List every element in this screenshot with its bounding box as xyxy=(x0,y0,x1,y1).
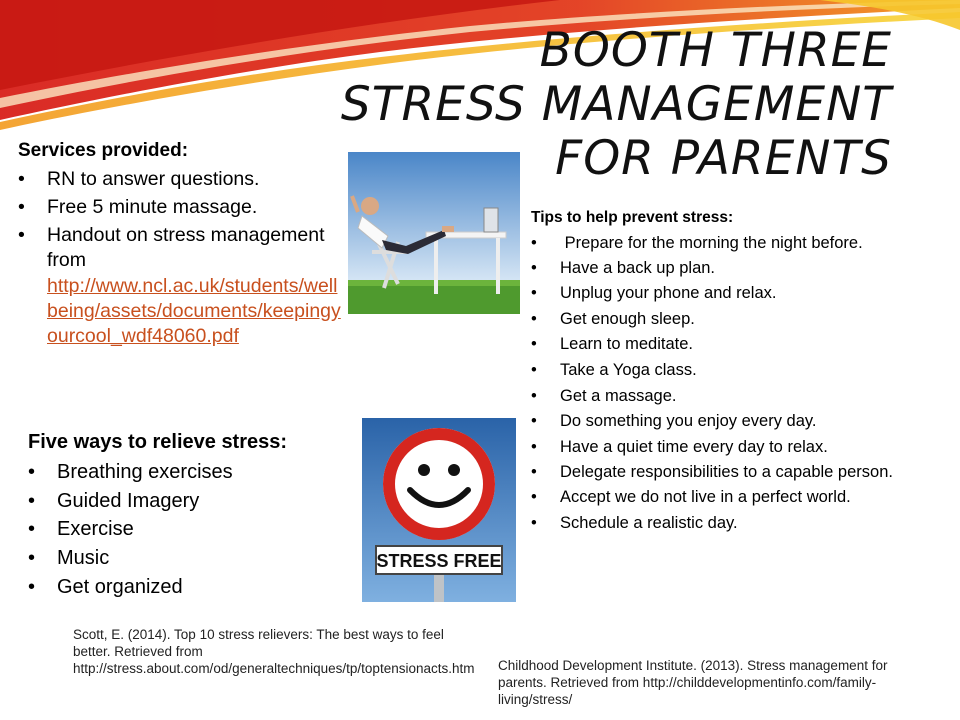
list-item xyxy=(18,223,348,349)
list-item xyxy=(28,458,348,487)
list-item xyxy=(18,195,348,220)
tip-text: Delegate responsibilities to a capable person. xyxy=(560,463,893,482)
services-list xyxy=(18,167,348,349)
service-text: RN to answer questions. xyxy=(47,168,260,190)
list-item xyxy=(28,487,348,516)
tip-text: Take a Yoga class. xyxy=(560,360,697,379)
list-item xyxy=(531,485,951,511)
list-item xyxy=(28,515,348,544)
stress-free-sign-photo xyxy=(362,418,516,602)
relieve-list xyxy=(28,458,348,602)
bullet: • xyxy=(531,437,537,456)
tip-text: Get a massage. xyxy=(560,386,677,405)
bullet: • xyxy=(531,309,537,328)
bullet: • xyxy=(531,284,537,303)
list-item xyxy=(28,544,348,573)
tips-section xyxy=(531,205,951,537)
relieve-text: Breathing exercises xyxy=(57,460,233,483)
bullet: • xyxy=(531,335,537,354)
list-item xyxy=(28,573,348,602)
list-item xyxy=(531,358,951,384)
handout-link[interactable]: http://www.ncl.ac.uk/students/wellbeing/assets/documents/keepingyourcool_wdf48060.pdf xyxy=(47,275,341,347)
bullet: • xyxy=(531,513,537,532)
list-item xyxy=(531,332,951,358)
bullet: • xyxy=(18,224,25,246)
sign-text: STRESS FREE xyxy=(376,551,502,571)
list-item xyxy=(531,281,951,307)
reference-cdi: Childhood Development Institute. (2013). Stress management for parents. Retrieved from http://childdevelopmentinfo.com/family-living/stress/ xyxy=(498,658,888,707)
relieve-text: Guided Imagery xyxy=(57,489,200,512)
list-item xyxy=(531,460,951,485)
list-item xyxy=(531,435,951,461)
bullet: • xyxy=(531,463,537,482)
services-section xyxy=(18,138,348,352)
bullet: • xyxy=(531,258,537,277)
bullet: • xyxy=(531,386,537,405)
bullet: • xyxy=(531,488,537,507)
tips-list xyxy=(531,231,951,537)
title-line-2: STRESS MANAGEMENT xyxy=(340,77,892,132)
bullet: • xyxy=(18,196,25,218)
service-text: Free 5 minute massage. xyxy=(47,196,258,218)
tips-heading: Tips to help prevent stress: xyxy=(531,209,734,226)
tip-text: Accept we do not live in a perfect world. xyxy=(560,488,851,507)
relieve-text: Get organized xyxy=(57,575,183,598)
title-line-1: BOOTH THREE xyxy=(539,23,892,78)
tip-text: Do something you enjoy every day. xyxy=(560,412,817,431)
services-heading: Services provided: xyxy=(18,140,189,161)
service-text: Handout on stress management from xyxy=(47,224,325,271)
list-item xyxy=(531,409,951,435)
relaxing-man-photo xyxy=(348,152,520,314)
list-item xyxy=(531,256,951,282)
bullet: • xyxy=(18,168,25,190)
bullet: • xyxy=(28,547,36,570)
bullet: • xyxy=(531,360,537,379)
list-item xyxy=(18,167,348,192)
title-line-3: FOR PARENTS xyxy=(555,131,892,186)
tip-text: Prepare for the morning the night before. xyxy=(560,233,863,252)
tip-text: Have a back up plan. xyxy=(560,258,716,277)
bullet: • xyxy=(28,460,36,483)
list-item xyxy=(531,307,951,333)
tip-text: Learn to meditate. xyxy=(560,335,693,354)
bullet: • xyxy=(531,412,537,431)
tip-text: Have a quiet time every day to relax. xyxy=(560,437,828,456)
bullet: • xyxy=(28,518,36,541)
tip-text: Schedule a realistic day. xyxy=(560,513,738,532)
tip-text: Get enough sleep. xyxy=(560,309,695,328)
list-item xyxy=(531,384,951,410)
list-item xyxy=(531,511,951,537)
reference-scott: Scott, E. (2014). Top 10 stress relievers: The best ways to feel better. Retrieved from http://stress.about.com/od/generaltechniques/tp/toptensionacts.htm xyxy=(73,627,475,676)
bullet: • xyxy=(28,575,36,598)
relieve-text: Exercise xyxy=(57,518,134,541)
relieve-text: Music xyxy=(57,547,110,570)
list-item xyxy=(531,231,951,256)
tip-text: Unplug your phone and relax. xyxy=(560,284,777,303)
bullet: • xyxy=(531,233,537,252)
relieve-section xyxy=(28,428,348,602)
bullet: • xyxy=(28,489,36,512)
relieve-heading: Five ways to relieve stress: xyxy=(28,431,288,453)
